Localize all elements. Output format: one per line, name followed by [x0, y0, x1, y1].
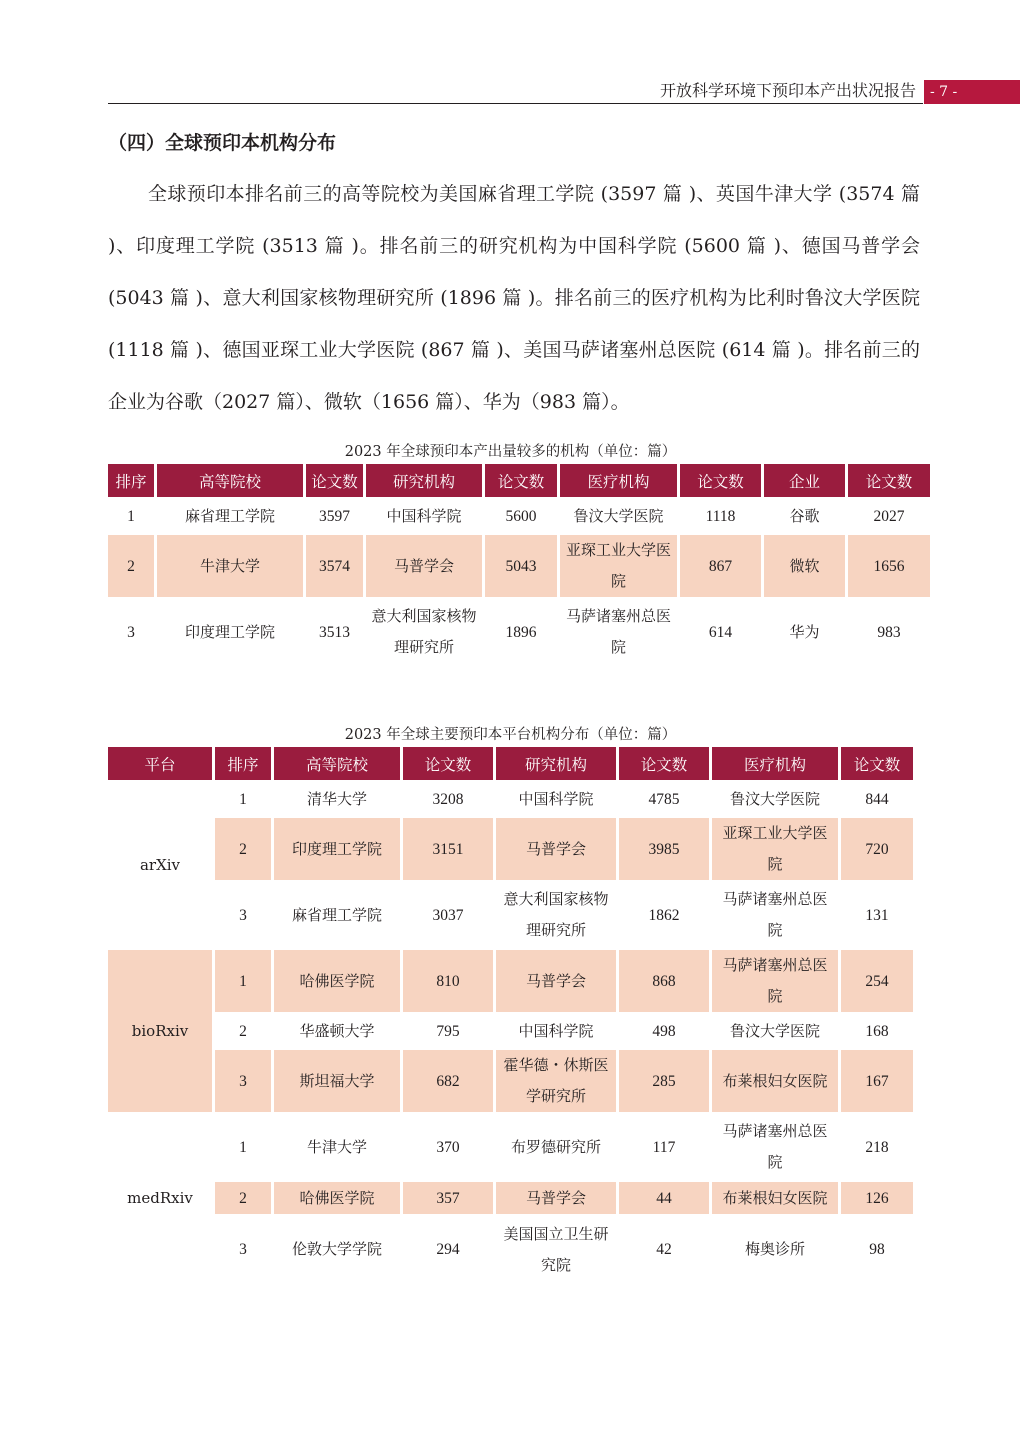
- table-cell: 168: [841, 1015, 913, 1050]
- table1-header-cell: 论文数: [485, 464, 557, 500]
- table-cell: 鲁汶大学医院: [712, 1015, 838, 1050]
- table-cell: 131: [841, 883, 913, 950]
- table-cell: 167: [841, 1050, 913, 1115]
- table-cell: 1118: [680, 500, 761, 535]
- table-cell: 马萨诸塞州总医院: [560, 600, 677, 667]
- table2-header-cell: 研究机构: [496, 747, 616, 783]
- table-cell: 3985: [619, 818, 709, 883]
- table-cell: 3597: [306, 500, 363, 535]
- platform-cell: medRxiv: [108, 1115, 212, 1285]
- table2-header-cell: 高等院校: [274, 747, 400, 783]
- table-cell: 布罗德研究所: [496, 1115, 616, 1182]
- table-cell: 美国国立卫生研究院: [496, 1217, 616, 1285]
- table-cell: 中国科学院: [366, 500, 482, 535]
- table-cell: 3: [108, 600, 154, 667]
- table-cell: 意大利国家核物理研究所: [496, 883, 616, 950]
- table-cell: 42: [619, 1217, 709, 1285]
- table-cell: 3151: [403, 818, 493, 883]
- page-number: - 7 -: [924, 80, 1020, 104]
- table-row: [108, 1050, 913, 1115]
- table-cell: 357: [403, 1182, 493, 1217]
- table-cell: 哈佛医学院: [274, 950, 400, 1015]
- table-cell: 867: [680, 535, 761, 600]
- table-cell: 498: [619, 1015, 709, 1050]
- table-cell: 1862: [619, 883, 709, 950]
- table-cell: 牛津大学: [274, 1115, 400, 1182]
- table-cell: 1896: [485, 600, 557, 667]
- table-cell: 126: [841, 1182, 913, 1217]
- table-cell: 5600: [485, 500, 557, 535]
- table1-caption: 2023 年全球预印本产出量较多的机构（单位：篇）: [344, 444, 677, 460]
- table-cell: 清华大学: [274, 783, 400, 818]
- platform-cell: arXiv: [108, 783, 212, 950]
- table2-header-cell: 论文数: [841, 747, 913, 783]
- table-cell: 意大利国家核物理研究所: [366, 600, 482, 667]
- report-title: 开放科学环境下预印本产出状况报告: [659, 81, 916, 100]
- table-cell: 斯坦福大学: [274, 1050, 400, 1115]
- table-cell: 马萨诸塞州总医院: [712, 950, 838, 1015]
- table2-caption: 2023 年全球主要预印本平台机构分布（单位：篇）: [344, 727, 677, 743]
- table-cell: 2027: [848, 500, 930, 535]
- table-cell: 麻省理工学院: [157, 500, 303, 535]
- table-cell: 844: [841, 783, 913, 818]
- section-heading: （四）全球预印本机构分布: [108, 132, 337, 154]
- table-row: [108, 1115, 913, 1182]
- table-cell: 梅奥诊所: [712, 1217, 838, 1285]
- table-cell: 117: [619, 1115, 709, 1182]
- table-cell: 254: [841, 950, 913, 1015]
- table-row: [108, 1015, 913, 1050]
- table-cell: 218: [841, 1115, 913, 1182]
- table-cell: 3513: [306, 600, 363, 667]
- table-cell: 3208: [403, 783, 493, 818]
- table-row: [108, 950, 913, 1015]
- table-cell: 294: [403, 1217, 493, 1285]
- table1-header-cell: 医疗机构: [560, 464, 677, 500]
- table-cell: 3: [215, 883, 271, 950]
- table-cell: 华盛顿大学: [274, 1015, 400, 1050]
- table1-header-cell: 高等院校: [157, 464, 303, 500]
- table-cell: 2: [215, 1182, 271, 1217]
- table-cell: 马普学会: [496, 1182, 616, 1217]
- table-cell: 3037: [403, 883, 493, 950]
- table-cell: 44: [619, 1182, 709, 1217]
- table-row: [108, 500, 930, 535]
- table-row: [108, 1217, 913, 1285]
- table-cell: 1: [215, 950, 271, 1015]
- table-cell: 马普学会: [496, 818, 616, 883]
- section-paragraph: 全球预印本排名前三的高等院校为美国麻省理工学院 (3597 篇 )、英国牛津大学 (3574 篇 )、印度理工学院 (3513 篇 )。排名前三的研究机构为中国科学院 (5600 篇 )、德国马普学会 (5043 篇 )、意大利国家核物理研究所 (1896 篇 )。排名前三的医疗机构为比利时鲁汶大学医院 (1118 篇 )、德国亚琛工业大学医院 (867 篇 )、美国马萨诸塞州总医院 (614 篇 )。排名前三的企业为谷歌（2027 篇）、微软（1656 篇）、华为（983 篇）。: [108, 183, 920, 413]
- table-cell: 中国科学院: [496, 783, 616, 818]
- table-cell: 983: [848, 600, 930, 667]
- table-cell: 1: [215, 1115, 271, 1182]
- table-row: [108, 783, 913, 818]
- table-cell: 868: [619, 950, 709, 1015]
- institutions-table: [105, 464, 933, 667]
- table1-header-cell: 论文数: [848, 464, 930, 500]
- table-cell: 亚琛工业大学医院: [712, 818, 838, 883]
- header-rule: [108, 103, 923, 104]
- table-cell: 鲁汶大学医院: [560, 500, 677, 535]
- table-cell: 720: [841, 818, 913, 883]
- table-cell: 285: [619, 1050, 709, 1115]
- table-cell: 2: [215, 1015, 271, 1050]
- table-cell: 鲁汶大学医院: [712, 783, 838, 818]
- table-cell: 5043: [485, 535, 557, 600]
- table-cell: 1656: [848, 535, 930, 600]
- table-cell: 810: [403, 950, 493, 1015]
- table-cell: 3574: [306, 535, 363, 600]
- table-cell: 微软: [764, 535, 845, 600]
- table-cell: 马萨诸塞州总医院: [712, 883, 838, 950]
- table-cell: 布莱根妇女医院: [712, 1182, 838, 1217]
- table-cell: 1: [215, 783, 271, 818]
- table-row: [108, 883, 913, 950]
- table-cell: 3: [215, 1050, 271, 1115]
- table2-header-cell: 医疗机构: [712, 747, 838, 783]
- table-cell: 4785: [619, 783, 709, 818]
- table-cell: 马萨诸塞州总医院: [712, 1115, 838, 1182]
- table1-header-cell: 企业: [764, 464, 845, 500]
- table-cell: 霍华德・休斯医学研究所: [496, 1050, 616, 1115]
- table-cell: 哈佛医学院: [274, 1182, 400, 1217]
- table-cell: 370: [403, 1115, 493, 1182]
- table-cell: 马普学会: [366, 535, 482, 600]
- table2-header-cell: 排序: [215, 747, 271, 783]
- table-cell: 2: [215, 818, 271, 883]
- table1-header-cell: 论文数: [306, 464, 363, 500]
- table-cell: 伦敦大学学院: [274, 1217, 400, 1285]
- table-cell: 印度理工学院: [157, 600, 303, 667]
- table-cell: 中国科学院: [496, 1015, 616, 1050]
- table-row: [108, 818, 913, 883]
- table-cell: 795: [403, 1015, 493, 1050]
- table1-header-cell: 研究机构: [366, 464, 482, 500]
- table-row: [108, 600, 930, 667]
- table-cell: 印度理工学院: [274, 818, 400, 883]
- table-cell: 亚琛工业大学医院: [560, 535, 677, 600]
- table-cell: 682: [403, 1050, 493, 1115]
- platform-table: [105, 747, 916, 1285]
- table2-header-cell: 论文数: [403, 747, 493, 783]
- page-header: [0, 76, 1020, 106]
- table-cell: 614: [680, 600, 761, 667]
- table-row: [108, 535, 930, 600]
- table1-header-cell: 排序: [108, 464, 154, 500]
- table2-header-cell: 论文数: [619, 747, 709, 783]
- platform-cell: bioRxiv: [108, 950, 212, 1115]
- table-cell: 谷歌: [764, 500, 845, 535]
- table-row: [108, 1182, 913, 1217]
- table-cell: 华为: [764, 600, 845, 667]
- table2-header-cell: 平台: [108, 747, 212, 783]
- table-cell: 2: [108, 535, 154, 600]
- table1-header-cell: 论文数: [680, 464, 761, 500]
- table-cell: 布莱根妇女医院: [712, 1050, 838, 1115]
- table-cell: 98: [841, 1217, 913, 1285]
- table-cell: 3: [215, 1217, 271, 1285]
- table-cell: 马普学会: [496, 950, 616, 1015]
- table-cell: 牛津大学: [157, 535, 303, 600]
- table-cell: 1: [108, 500, 154, 535]
- table-cell: 麻省理工学院: [274, 883, 400, 950]
